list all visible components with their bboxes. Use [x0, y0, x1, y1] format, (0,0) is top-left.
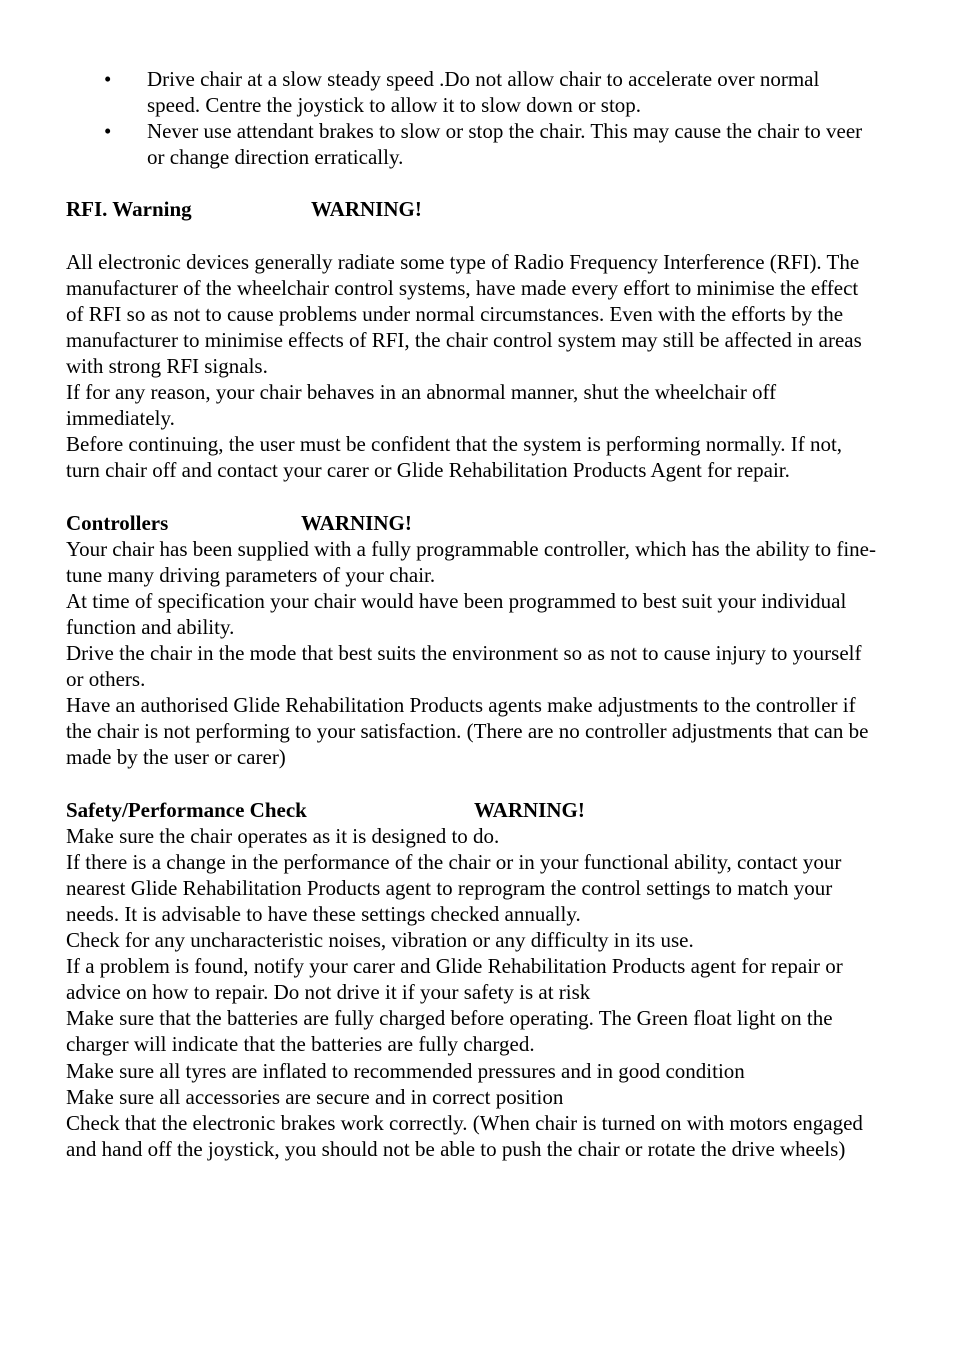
safety-paragraph: If a problem is found, notify your carer and Glide Rehabilitation Products agent for repair or advice on how to repair. Do not drive it if your safety is at risk	[66, 954, 843, 1005]
rfi-warning-label: WARNING!	[311, 197, 422, 222]
rfi-heading	[66, 196, 876, 222]
controllers-paragraph: At time of specification your chair would have been programmed to best suit your individual function and ability.	[66, 588, 847, 639]
bullet-icon: •	[104, 119, 112, 144]
rfi-title: RFI. Warning	[66, 197, 192, 222]
spacer	[66, 771, 876, 797]
controllers-paragraph: Drive the chair in the mode that best suits the environment so as not to cause injury to yourself or others.	[66, 641, 862, 692]
controllers-warning-label: WARNING!	[301, 510, 412, 535]
safety-paragraph: Make sure all tyres are inflated to recommended pressures and in good condition	[66, 1058, 745, 1083]
controllers-heading	[66, 510, 876, 536]
rfi-paragraph: All electronic devices generally radiate some type of Radio Frequency Interference (RFI). The manufacturer of the wheelchair control systems, have made every effort to minimise the effect of RFI so as not to cause problems under normal circumstances. Even with the efforts by the manufacturer to minimise effects of RFI, the chair control system may still be affected in areas with strong RFI signals.	[66, 249, 862, 379]
list-item	[66, 66, 876, 118]
safety-paragraph: Make sure all accessories are secure and in correct position	[66, 1084, 564, 1109]
safety-paragraph: If there is a change in the performance of the chair or in your functional ability, contact your nearest Glide Rehabilitation Products agent to reprogram the control settings to match your needs. It is advisable to have these settings checked annually.	[66, 849, 842, 926]
safety-heading	[66, 797, 876, 823]
controllers-paragraph: Your chair has been supplied with a fully programmable controller, which has the ability to fine-tune many driving parameters of your chair.	[66, 536, 876, 587]
safety-paragraph: Make sure that the batteries are fully charged before operating. The Green float light on the charger will indicate that the batteries are fully charged.	[66, 1006, 833, 1057]
safety-warning-label: WARNING!	[474, 797, 585, 822]
safety-title: Safety/Performance Check	[66, 797, 307, 822]
bullet-icon: •	[104, 67, 112, 91]
safety-paragraph: Make sure the chair operates as it is designed to do.	[66, 823, 500, 848]
bullet-text: Never use attendant brakes to slow or stop the chair. This may cause the chair to veer or change direction erratically.	[147, 119, 863, 170]
controllers-title: Controllers	[66, 510, 169, 535]
rfi-section	[66, 196, 876, 483]
controllers-paragraph: Have an authorised Glide Rehabilitation Products agents make adjustments to the controller if the chair is not performing to your satisfaction. (There are no controller adjustments that can be made by the user or carer)	[66, 693, 869, 770]
list-item	[66, 118, 876, 170]
rfi-paragraph: Before continuing, the user must be confident that the system is performing normally. If not, turn chair off and contact your carer or Glide Rehabilitation Products Agent for repair.	[66, 432, 843, 483]
spacer	[66, 170, 876, 196]
controllers-section	[66, 510, 876, 771]
bullet-text: Drive chair at a slow steady speed .Do not allow chair to accelerate over normal speed. Centre the joystick to allow it to slow down or stop.	[147, 67, 820, 118]
bullet-list	[66, 66, 876, 170]
safety-paragraph: Check that the electronic brakes work correctly. (When chair is turned on with motors engaged and hand off the joystick, you should not be able to push the chair or rotate the drive wheels)	[66, 1110, 863, 1161]
spacer	[66, 484, 876, 510]
safety-section	[66, 797, 876, 1162]
spacer	[66, 223, 876, 249]
document-page	[66, 66, 876, 1162]
safety-paragraph: Check for any uncharacteristic noises, vibration or any difficulty in its use.	[66, 928, 694, 953]
rfi-paragraph: If for any reason, your chair behaves in an abnormal manner, shut the wheelchair off immediately.	[66, 380, 777, 431]
